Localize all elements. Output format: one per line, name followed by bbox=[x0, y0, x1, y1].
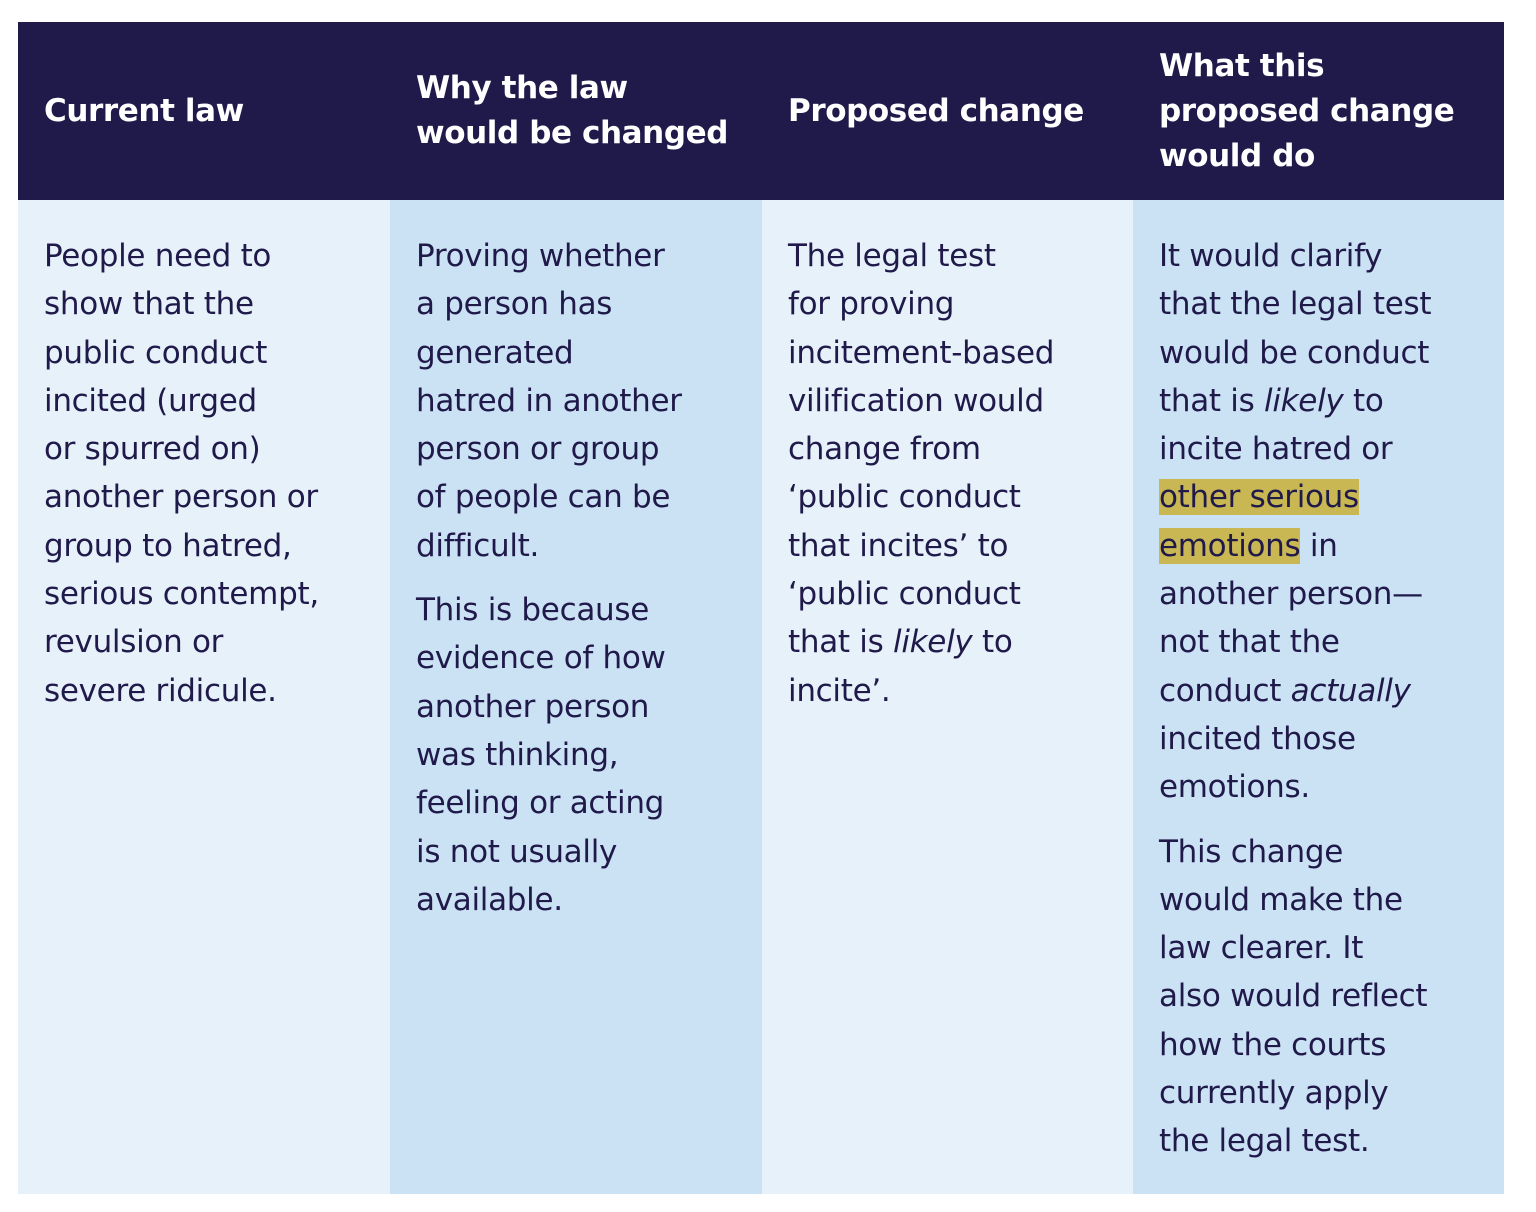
text-line bbox=[1159, 473, 1492, 521]
text-line: vilification would bbox=[788, 382, 1044, 419]
text-line bbox=[1159, 522, 1492, 570]
paragraph bbox=[1159, 828, 1492, 1166]
text-line: another person or bbox=[44, 479, 318, 516]
text-line: Proving whether bbox=[416, 238, 665, 274]
text-line: person or group bbox=[416, 431, 660, 468]
cell-what-change-does bbox=[1133, 200, 1504, 1194]
text-line: public conduct bbox=[44, 334, 268, 371]
cell-current-law bbox=[18, 200, 390, 1194]
text-line: that the legal test bbox=[1159, 286, 1432, 323]
cell-why-changed bbox=[390, 200, 762, 1194]
text-line: ‘public conduct bbox=[788, 576, 1021, 613]
text-line: would make the bbox=[1159, 881, 1403, 918]
italic-text: likely bbox=[1264, 382, 1344, 419]
text-line: incitement-based bbox=[788, 334, 1055, 371]
text-line: available. bbox=[416, 881, 563, 918]
text-line: also would reflect bbox=[1159, 978, 1428, 1015]
text-line: ‘public conduct bbox=[788, 479, 1021, 516]
text-line: generated bbox=[416, 334, 574, 371]
text-line: would be conduct bbox=[1159, 334, 1430, 371]
italic-text: actually bbox=[1290, 672, 1411, 709]
text-line bbox=[1159, 667, 1492, 715]
text-line: The legal test bbox=[788, 238, 996, 274]
text-line: was thinking, bbox=[416, 736, 619, 773]
text-line: change from bbox=[788, 431, 981, 468]
text-run: in bbox=[1300, 527, 1338, 564]
header-text: would do bbox=[1159, 137, 1315, 174]
text-line: serious contempt, bbox=[44, 576, 319, 613]
text-run: to bbox=[972, 624, 1013, 661]
text-line: how the courts bbox=[1159, 1026, 1387, 1063]
text-line: show that the bbox=[44, 286, 254, 323]
header-text: Why the law bbox=[416, 70, 628, 106]
italic-text: likely bbox=[893, 624, 973, 661]
paragraph bbox=[416, 232, 750, 570]
text-run: that is bbox=[1159, 382, 1265, 419]
header-text: What this bbox=[1159, 47, 1325, 84]
comparison-table bbox=[18, 22, 1504, 1194]
text-line: hatred in another bbox=[416, 382, 682, 419]
text-line: incited those bbox=[1159, 720, 1356, 757]
header-text: Proposed change bbox=[788, 92, 1084, 129]
text-line: feeling or acting bbox=[416, 785, 665, 822]
paragraph bbox=[416, 586, 750, 924]
text-line: that incites’ to bbox=[788, 527, 1009, 564]
cell-proposed-change bbox=[762, 200, 1133, 1194]
text-line: difficult. bbox=[416, 527, 540, 564]
paragraph bbox=[1159, 232, 1492, 812]
text-line: for proving bbox=[788, 286, 955, 323]
text-line: incite hatred or bbox=[1159, 431, 1393, 468]
text-run: that is bbox=[788, 624, 894, 661]
text-line: group to hatred, bbox=[44, 527, 292, 564]
header-current-law bbox=[18, 22, 390, 200]
text-line bbox=[1159, 377, 1492, 425]
text-line bbox=[788, 618, 1121, 666]
text-line: or spurred on) bbox=[44, 431, 261, 468]
text-run: conduct bbox=[1159, 672, 1291, 709]
text-line: not that the bbox=[1159, 624, 1340, 661]
text-run: to bbox=[1343, 382, 1384, 419]
text-line: incited (urged bbox=[44, 382, 257, 419]
text-line: This change bbox=[1159, 833, 1343, 870]
paragraph bbox=[788, 232, 1121, 715]
highlighted-text: other serious bbox=[1159, 479, 1359, 516]
text-line: currently apply bbox=[1159, 1075, 1389, 1112]
text-line: revulsion or bbox=[44, 624, 224, 661]
text-line: the legal test. bbox=[1159, 1123, 1370, 1160]
text-line: a person has bbox=[416, 286, 613, 323]
text-line: evidence of how bbox=[416, 640, 666, 677]
text-line: another person— bbox=[1159, 576, 1423, 613]
text-line: of people can be bbox=[416, 479, 671, 516]
text-line: another person bbox=[416, 688, 650, 725]
text-line: law clearer. It bbox=[1159, 930, 1364, 967]
header-what-change-does bbox=[1133, 22, 1504, 200]
text-line: severe ridicule. bbox=[44, 672, 277, 709]
header-proposed-change bbox=[762, 22, 1133, 200]
text-line: It would clarify bbox=[1159, 238, 1383, 274]
text-line: emotions. bbox=[1159, 769, 1310, 806]
header-why-changed bbox=[390, 22, 762, 200]
header-text: Current law bbox=[44, 92, 244, 129]
text-line: This is because bbox=[416, 592, 649, 629]
text-line: incite’. bbox=[788, 672, 891, 709]
highlighted-text: emotions bbox=[1159, 527, 1301, 564]
paragraph bbox=[44, 232, 378, 715]
text-line: is not usually bbox=[416, 833, 618, 870]
header-text: would be changed bbox=[416, 115, 729, 151]
text-line: People need to bbox=[44, 238, 272, 274]
header-text: proposed change bbox=[1159, 92, 1455, 129]
